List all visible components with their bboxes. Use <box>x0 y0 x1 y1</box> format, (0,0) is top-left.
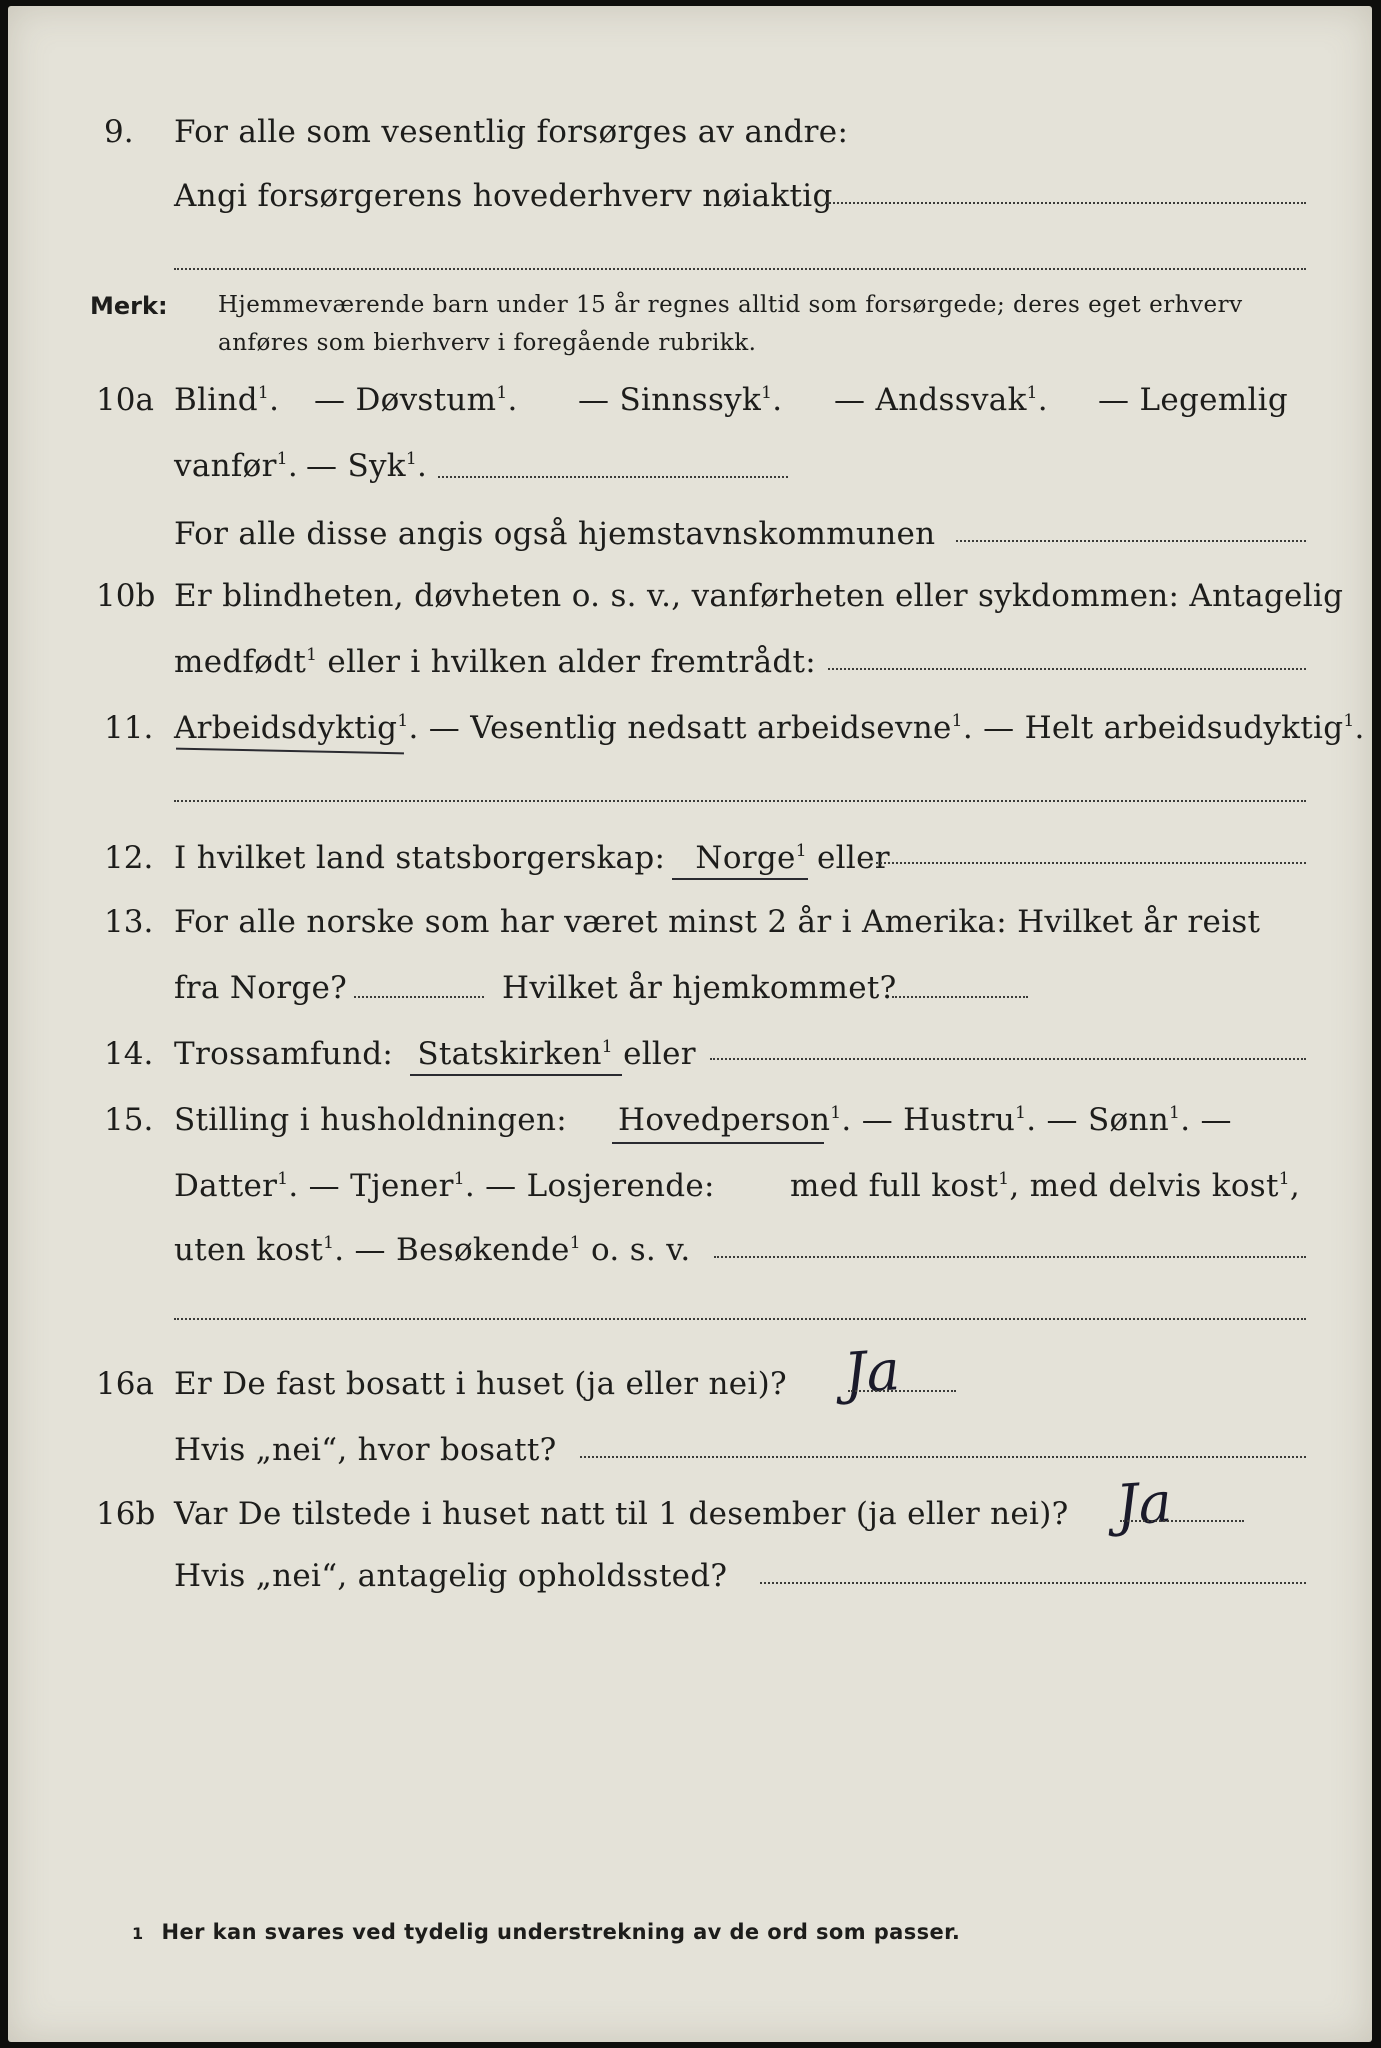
answer-line <box>174 800 1306 802</box>
handwritten-underline <box>672 878 808 880</box>
option-andssvak: — Andssvak$^1$. <box>834 382 1048 418</box>
answer-line <box>848 1390 956 1392</box>
question-text: Hvis „nei“, hvor bosatt? <box>174 1432 557 1468</box>
question-text: For alle disse angis også hjemstavnskommunen <box>174 516 936 552</box>
question-text: Hvis „nei“, antagelig opholdssted? <box>174 1558 728 1594</box>
question-text: Var De tilstede i huset natt til 1 desember (ja eller nei)? <box>174 1496 1069 1532</box>
option-vanfor: vanfør$^1$. <box>174 448 299 484</box>
answer-line <box>438 476 788 478</box>
answer-line <box>354 996 484 998</box>
answer-line <box>892 996 1028 998</box>
note-text: Hjemmeværende barn under 15 år regnes alltid som forsørgede; deres eget erhverv <box>218 292 1243 318</box>
answer-line <box>876 862 1306 864</box>
handwritten-underline <box>176 748 404 755</box>
question-number: 14. <box>104 1036 154 1072</box>
option-dovstum: — Døvstum$^1$. <box>314 382 518 418</box>
answer-line <box>826 202 1306 204</box>
question-number: 16b <box>96 1496 156 1532</box>
option-sinnssyk: — Sinnssyk$^1$. <box>578 382 783 418</box>
question-number: 11. <box>104 710 154 746</box>
question-text: Hvilket år hjemkommet? <box>502 970 897 1006</box>
question-text: For alle som vesentlig forsørges av andre: <box>174 114 849 150</box>
answer-line <box>956 540 1306 542</box>
census-form-page <box>8 6 1372 2042</box>
note-label: Merk: <box>90 292 168 320</box>
option-legemlig: — Legemlig <box>1098 382 1289 418</box>
answer-line <box>174 1318 1306 1320</box>
handwritten-underline <box>410 1074 622 1076</box>
question-text: Arbeidsdyktig$^1$. — Vesentlig nedsatt arbeidsevne$^1$. — Helt arbeidsudyktig$^1$. <box>174 710 1365 746</box>
answer-line <box>710 1058 1306 1060</box>
question-text: medfødt$^1$ eller i hvilken alder fremtrådt: <box>174 644 817 680</box>
answer-line <box>714 1256 1306 1258</box>
option-syk: — Syk$^1$. <box>306 448 428 484</box>
answer-line <box>1120 1520 1244 1522</box>
question-number: 9. <box>104 114 134 150</box>
question-number: 10b <box>96 578 156 614</box>
question-number: 10a <box>96 382 154 418</box>
handwritten-underline <box>612 1142 824 1144</box>
handwritten-answer: Ja <box>841 1338 903 1407</box>
question-text: Trossamfund: Statskirken$^1$ eller <box>174 1036 696 1072</box>
option-blind: Blind$^1$. <box>174 382 280 418</box>
question-text: fra Norge? <box>174 970 348 1006</box>
question-text: For alle norske som har været minst 2 år i Amerika: Hvilket år reist <box>174 904 1261 940</box>
question-number: 12. <box>104 840 154 876</box>
question-number: 16a <box>96 1366 154 1402</box>
question-text: I hvilket land statsborgerskap: Norge$^1$ eller <box>174 840 890 876</box>
handwritten-answer: Ja <box>1113 1470 1175 1539</box>
footnote: 1 Her kan svares ved tydelig understrekning av de ord som passer. <box>132 1920 961 1944</box>
question-text: Stilling i husholdningen: <box>174 1102 567 1138</box>
option-hovedperson: Hovedperson$^1$. — Hustru$^1$. — Sønn$^1$. — <box>618 1102 1232 1138</box>
answer-line <box>828 668 1306 670</box>
question-text: Angi forsørgerens hovederhverv nøiaktig <box>174 178 833 214</box>
question-number: 13. <box>104 904 154 940</box>
note-text: anføres som bierhverv i foregående rubrikk. <box>218 330 757 356</box>
question-text: uten kost$^1$. — Besøkende$^1$ o. s. v. <box>174 1232 691 1268</box>
question-text: Datter$^1$. — Tjener$^1$. — Losjerende: <box>174 1168 715 1204</box>
question-text: Er blindheten, døvheten o. s. v., vanførheten eller sykdommen: Antagelig <box>174 578 1344 614</box>
answer-line <box>174 268 1306 270</box>
answer-line <box>760 1582 1306 1584</box>
question-text: Er De fast bosatt i huset (ja eller nei)? <box>174 1366 787 1402</box>
answer-line <box>580 1456 1306 1458</box>
question-text: med full kost$^1$, med delvis kost$^1$, <box>790 1168 1301 1204</box>
question-number: 15. <box>104 1102 154 1138</box>
